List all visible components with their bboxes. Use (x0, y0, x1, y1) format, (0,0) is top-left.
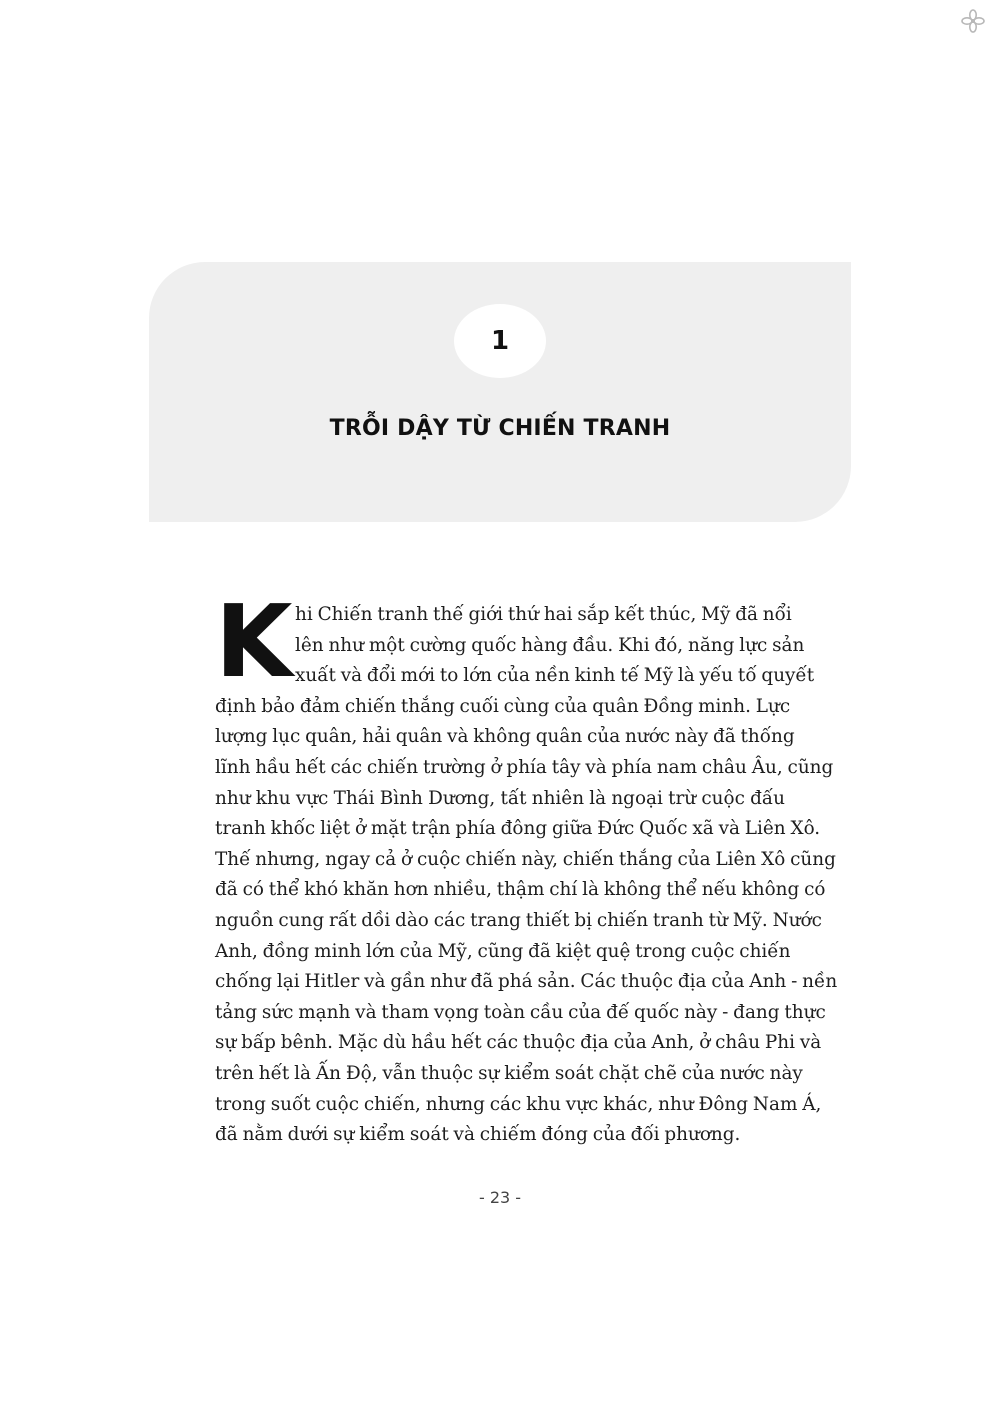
body-line: trên hết là Ấn Độ, vẫn thuộc sự kiểm soát chặt chẽ của nước này (215, 1062, 803, 1084)
body-line: như khu vực Thái Bình Dương, tất nhiên là ngoại trừ cuộc đấu (215, 787, 785, 809)
body-line: đã nằm dưới sự kiểm soát và chiếm đóng của đối phương. (215, 1124, 741, 1146)
body-line: nguồn cung rất dồi dào các trang thiết bị chiến tranh từ Mỹ. Nước (215, 909, 822, 931)
page-number: - 23 - (478, 1188, 522, 1207)
body-line: trong suốt cuộc chiến, nhưng các khu vực khác, như Đông Nam Á, (215, 1093, 822, 1115)
chapter-number: 1 (454, 304, 546, 378)
body-line: hi Chiến tranh thế giới thứ hai sắp kết thúc, Mỹ đã nổi (295, 604, 792, 625)
body-line: Thế nhưng, ngay cả ở cuộc chiến này, chiến thắng của Liên Xô cũng (215, 848, 836, 870)
body-line: sự bấp bênh. Mặc dù hầu hết các thuộc địa của Anh, ở châu Phi và (215, 1032, 822, 1054)
body-line: đã có thể khó khăn hơn nhiều, thậm chí là không thể nếu không có (215, 879, 826, 901)
body-line: tranh khốc liệt ở mặt trận phía đông giữa Đức Quốc xã và Liên Xô. (215, 818, 821, 840)
body-line: định bảo đảm chiến thắng cuối cùng của quân Đồng minh. Lực (215, 695, 791, 717)
chapter-header-panel (149, 262, 851, 522)
body-line: Anh, đồng minh lớn của Mỹ, cũng đã kiệt quệ trong cuộc chiến (215, 940, 791, 962)
chapter-title: TRỖI DẬY TỪ CHIẾN TRANH (329, 416, 671, 441)
body-line: xuất và đổi mới to lớn của nền kinh tế Mỹ là yếu tố quyết (295, 665, 815, 687)
flower-ornament-icon (960, 8, 986, 34)
body-line: chống lại Hitler và gần như đã phá sản. Các thuộc địa của Anh - nền (215, 971, 838, 993)
body-line: lên như một cường quốc hàng đầu. Khi đó, năng lực sản (295, 634, 805, 656)
body-line: tảng sức mạnh và tham vọng toàn cầu của đế quốc này - đang thực (215, 1001, 826, 1023)
body-line: lĩnh hầu hết các chiến trường ở phía tây và phía nam châu Âu, cũng (215, 756, 834, 778)
chapter-body (215, 583, 838, 1151)
drop-cap: K (215, 583, 293, 700)
body-line: lượng lục quân, hải quân và không quân của nước này đã thống (215, 726, 795, 748)
